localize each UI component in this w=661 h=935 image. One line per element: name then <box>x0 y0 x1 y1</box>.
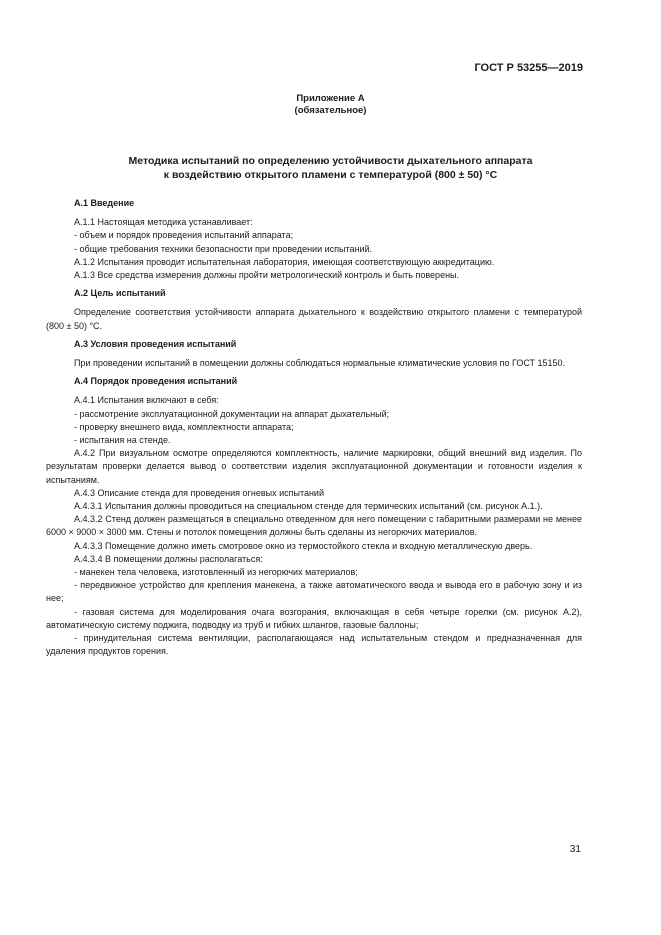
list-item: - газовая система для моделирования очага возгорания, включающая в себя четыре горелки (см. рисунок А.2), автоматическую систему поджига, подводку из труб и гибких шлангов, газовые баллоны; <box>46 606 582 630</box>
appendix-title: Приложение А <box>296 93 365 104</box>
method-title-line-1: Методика испытаний по определению устойчивости дыхательного аппарата <box>128 155 533 167</box>
paragraph: А.1.3 Все средства измерения должны пройти метрологический контроль и быть поверены. <box>74 270 460 281</box>
paragraph: А.4.3.1 Испытания должны проводиться на специальном стенде для термических испытаний (см. рисунок А.1.). <box>74 501 543 512</box>
document-body <box>46 197 582 659</box>
list-item: - манекен тела человека, изготовленный из негорючих материалов; <box>74 567 358 578</box>
paragraph: А.1.1 Настоящая методика устанавливает: <box>74 217 253 228</box>
list-item: - рассмотрение эксплуатационной документации на аппарат дыхательный; <box>74 408 390 419</box>
paragraph: А.1.2 Испытания проводит испытательная лаборатория, имеющая соответствующую аккредитацию. <box>74 256 495 267</box>
appendix-status: (обязательное) <box>294 105 367 116</box>
list-item: - общие требования техники безопасности при проведении испытаний. <box>74 243 373 254</box>
section-heading-a3: А.3 Условия проведения испытаний <box>74 338 237 349</box>
list-item: - принудительная система вентиляции, располагающаяся над испытательным стендом и предназначенная для удаления продуктов горения. <box>46 633 582 657</box>
paragraph: А.4.3.2 Стенд должен размещаться в специально отведенном для него помещении с габаритными размерами не менее 6000 × 9000 × 3000 мм. Стены и потолок помещения должны быть сделаны из негорючих материалов. <box>46 514 582 538</box>
method-title <box>0 154 661 182</box>
paragraph: А.4.3 Описание стенда для проведения огневых испытаний <box>74 487 324 498</box>
paragraph: А.4.1 Испытания включают в себя: <box>74 395 219 406</box>
list-item: - проверку внешнего вида, комплектности аппарата; <box>74 421 294 432</box>
section-heading-a2: А.2 Цель испытаний <box>74 288 166 299</box>
list-item: - передвижное устройство для крепления манекена, а также автоматического ввода и вывода его в рабочую зону и из нее; <box>46 580 582 604</box>
standard-number: ГОСТ Р 53255—2019 <box>474 62 583 74</box>
page-number: 31 <box>569 844 581 855</box>
paragraph: При проведении испытаний в помещении должны соблюдаться нормальные климатические условия по ГОСТ 15150. <box>74 358 566 369</box>
method-title-line-2: к воздействию открытого пламени с температурой (800 ± 50) °С <box>163 169 498 181</box>
appendix-header <box>0 93 661 117</box>
paragraph: А.4.2 При визуальном осмотре определяются комплектность, наличие маркировки, общий внешний вид изделия. По результатам проверки делается вывод о соответствии изделия эксплуатационной документации и готовности изделия к испытаниям. <box>46 448 582 485</box>
section-heading-a4: А.4 Порядок проведения испытаний <box>74 376 238 387</box>
section-heading-a1: А.1 Введение <box>74 198 135 208</box>
paragraph: А.4.3.3 Помещение должно иметь смотровое окно из термостойкого стекла и входную металлическую дверь. <box>74 540 533 551</box>
paragraph: Определение соответствия устойчивости аппарата дыхательного к воздействию открытого пламени с температурой (800 ± 50) °С. <box>46 307 582 331</box>
list-item: - объем и порядок проведения испытаний аппарата; <box>74 230 294 241</box>
list-item: - испытания на стенде. <box>74 435 171 446</box>
paragraph: А.4.3.4 В помещении должны располагаться: <box>74 553 263 564</box>
